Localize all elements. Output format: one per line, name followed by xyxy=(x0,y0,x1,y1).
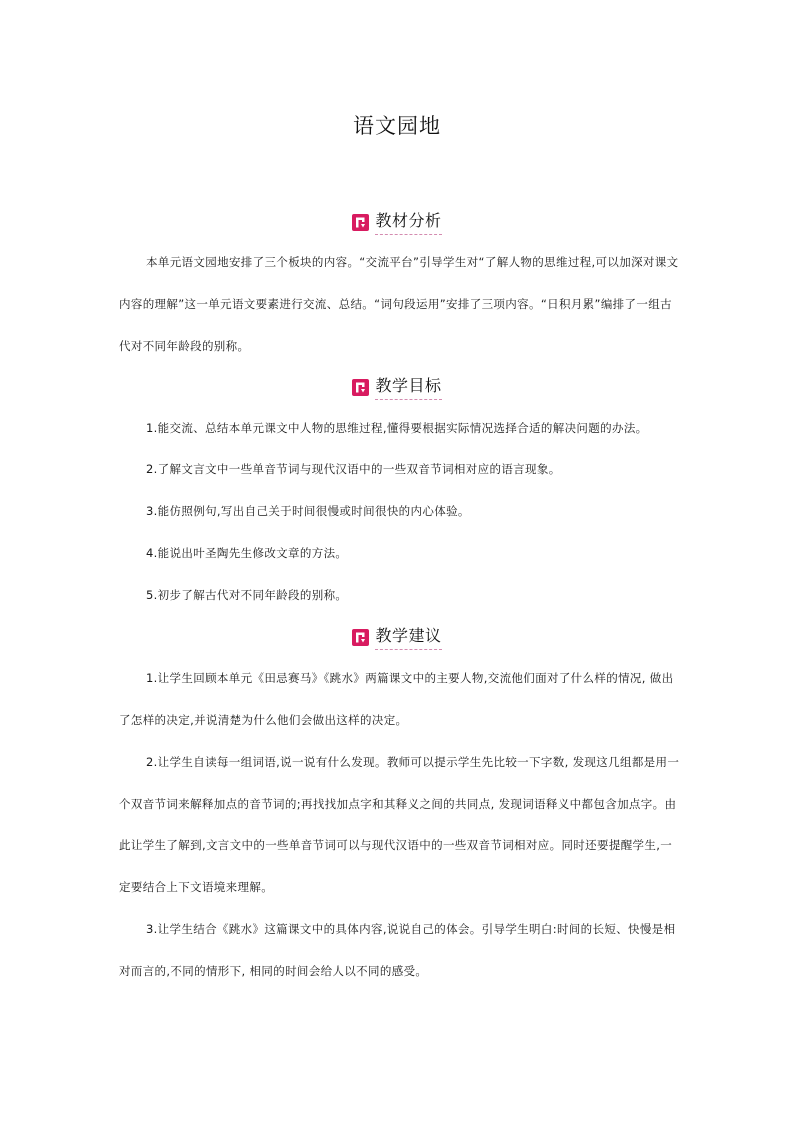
paragraph-line: 对而言的,不同的情形下, 相同的时间会给人以不同的感受。 xyxy=(119,964,428,978)
paragraph-line: 1.让学生回顾本单元《田忌赛马》《跳水》两篇课文中的主要人物,交流他们面对了什么样的情况, 做出 xyxy=(146,671,674,685)
paragraph-line: 个双音节词来解释加点的音节词的;再找找加点字和其释义之间的共同点, 发现词语释义中都包含加点字。由 xyxy=(119,797,677,811)
bookmark-arrow-icon xyxy=(352,214,369,231)
paragraph-line: 3.让学生结合《跳水》这篇课文中的具体内容,说说自己的体会。引导学生明白:时间的长短、快慢是相 xyxy=(146,922,676,936)
objective-item: 3.能仿照例句,写出自己关于时间很慢或时间很快的内心体验。 xyxy=(146,504,470,518)
section-heading-wrap xyxy=(352,210,441,235)
paragraph-line: 此让学生了解到,文言文中的一些单音节词可以与现代汉语中的一些双音节词相对应。同时还要提醒学生,一 xyxy=(119,838,673,852)
page-title: 语文园地 xyxy=(353,114,441,138)
objective-item: 1.能交流、总结本单元课文中人物的思维过程,懂得要根据实际情况选择合适的解决问题的办法。 xyxy=(146,421,648,435)
section-heading-text: 教学建议 xyxy=(375,625,441,650)
bookmark-arrow-icon xyxy=(352,629,369,646)
section-heading-wrap xyxy=(352,375,441,400)
section-heading-objectives xyxy=(0,374,794,400)
paragraph-line: 代对不同年龄段的别称。 xyxy=(119,339,250,353)
objective-item: 4.能说出叶圣陶先生修改文章的方法。 xyxy=(146,546,348,560)
paragraph-line: 定要结合上下文语境来理解。 xyxy=(119,880,274,894)
paragraph-line: 2.让学生自读每一组词语,说一说有什么发现。教师可以提示学生先比较一下字数, 发现这几组都是用一 xyxy=(146,755,680,769)
section-heading-wrap xyxy=(352,625,441,650)
section-heading-suggestions xyxy=(0,624,794,650)
objective-item: 5.初步了解古代对不同年龄段的别称。 xyxy=(146,588,348,602)
paragraph-line: 本单元语文园地安排了三个板块的内容。“交流平台”引导学生对“了解人物的思维过程,可以加深对课文 xyxy=(146,255,679,269)
section-heading-analysis xyxy=(0,209,794,235)
paragraph-line: 了怎样的决定,并说清楚为什么他们会做出这样的决定。 xyxy=(119,713,408,727)
bookmark-arrow-icon xyxy=(352,379,369,396)
section-heading-text: 教学目标 xyxy=(375,375,441,400)
section-heading-text: 教材分析 xyxy=(375,210,441,235)
paragraph-line: 内容的理解”这一单元语文要素进行交流、总结。“词句段运用”安排了三项内容。“日积月累”编排了一组古 xyxy=(119,297,672,311)
objective-item: 2.了解文言文中一些单音节词与现代汉语中的一些双音节词相对应的语言现象。 xyxy=(146,462,561,476)
